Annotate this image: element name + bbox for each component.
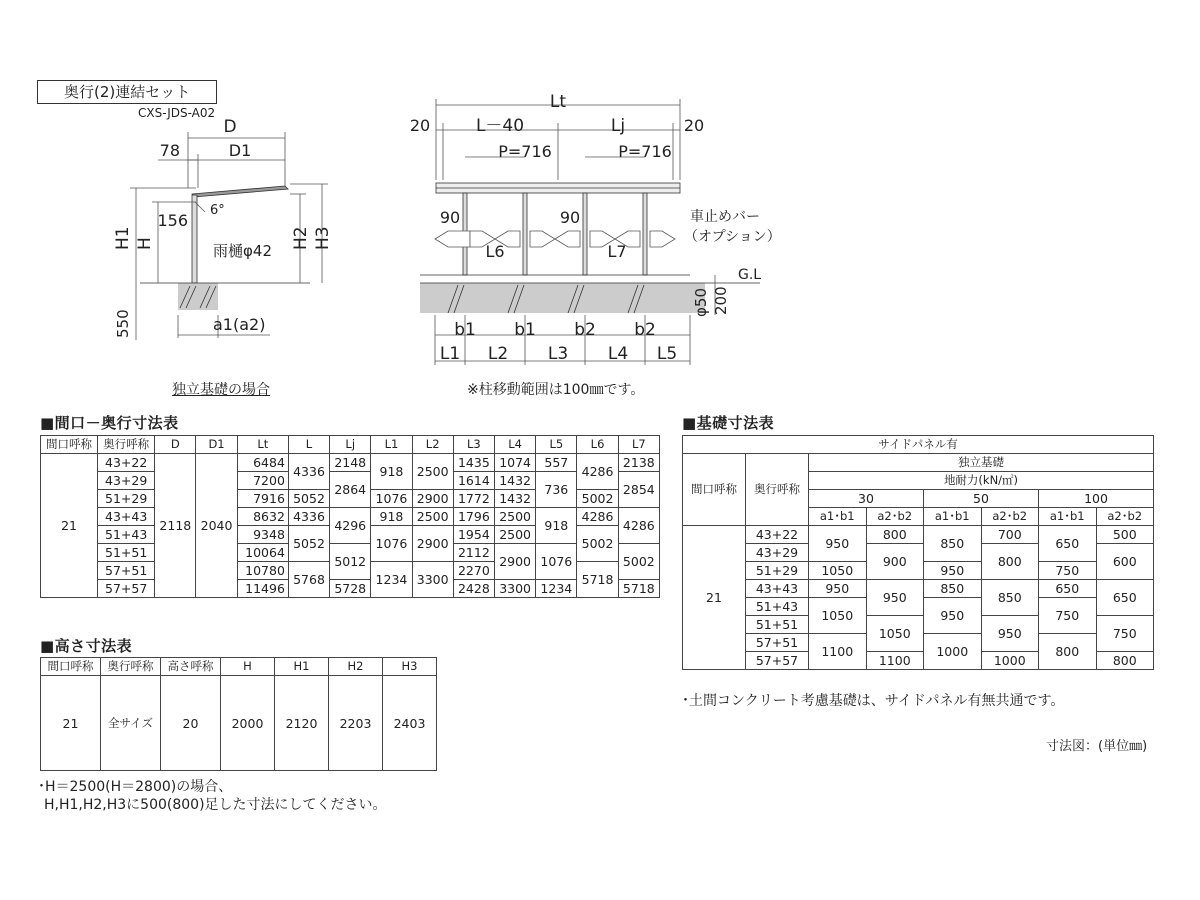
dim-H3: H3 <box>313 226 333 250</box>
dim-200: 200 <box>712 286 730 315</box>
foundation-note: ･土間コンクリート考慮基礎は、サイドパネル有無共通です。 <box>682 693 1065 709</box>
foundation-table <box>682 435 1154 670</box>
dim-b1-b: b1 <box>514 320 536 340</box>
foundation-table-title: ■基礎寸法表 <box>682 414 775 432</box>
cell: 3300 <box>495 580 536 598</box>
cell: 2500 <box>412 508 453 526</box>
cell: 2864 <box>330 472 371 508</box>
dim-H: H <box>135 237 155 250</box>
cell: 51+51 <box>98 544 155 562</box>
cell: 2270 <box>453 562 494 580</box>
cell: 21 <box>41 454 98 598</box>
th: サイドパネル有 <box>683 436 1154 454</box>
front-diagram-caption: ※柱移動範囲は100㎜です。 <box>467 382 645 398</box>
dim-D1: D1 <box>228 141 252 160</box>
cell: 1234 <box>536 580 577 598</box>
gl-label: G.L <box>738 267 762 283</box>
th: L5 <box>536 436 577 454</box>
th: 独立基礎 <box>809 454 1154 472</box>
dim-156: 156 <box>157 211 188 230</box>
cell: 43+29 <box>98 472 155 490</box>
cell: 800 <box>866 526 924 544</box>
cell: 5728 <box>330 580 371 598</box>
dim-L4: L4 <box>607 344 629 364</box>
cell: 850 <box>981 580 1039 616</box>
cell: 950 <box>866 580 924 616</box>
th: 間口呼称 <box>41 436 98 454</box>
cell: 5002 <box>577 526 618 562</box>
cell: 736 <box>536 472 577 508</box>
th: L1 <box>371 436 412 454</box>
dim-Lt: Lt <box>549 92 567 112</box>
unit-note: 寸法図：(単位㎜) <box>1046 739 1148 754</box>
cell: 1772 <box>453 490 494 508</box>
cell: 9348 <box>237 526 288 544</box>
dim-L6: L6 <box>485 242 505 261</box>
dim-L40: L－40 <box>475 116 525 136</box>
cell: 1796 <box>453 508 494 526</box>
cell: 600 <box>1096 544 1154 580</box>
cell: 2428 <box>453 580 494 598</box>
cell: 2854 <box>618 472 659 508</box>
cell: 2900 <box>495 544 536 580</box>
dim-550: 550 <box>114 309 132 338</box>
cell: 1435 <box>453 454 494 472</box>
cell: 1000 <box>924 634 982 670</box>
cell: 10064 <box>237 544 288 562</box>
th: a2･b2 <box>866 508 924 526</box>
cell: 7916 <box>237 490 288 508</box>
cell: 950 <box>981 616 1039 652</box>
cell: 2112 <box>453 544 494 562</box>
cell: 57+51 <box>98 562 155 580</box>
gutter-label: 雨樋φ42 <box>213 242 272 260</box>
stopper-option: （オプション） <box>684 229 781 245</box>
dim-L5: L5 <box>656 344 678 364</box>
cell: 800 <box>1039 634 1097 670</box>
cell: 557 <box>536 454 577 472</box>
cell: 4336 <box>288 508 329 526</box>
height-table <box>40 657 437 771</box>
cell: 43+22 <box>746 526 809 544</box>
cell: 750 <box>1039 562 1097 580</box>
cell: 5718 <box>577 562 618 598</box>
cell: 21 <box>683 526 746 670</box>
cell: 5012 <box>330 544 371 580</box>
th: D <box>155 436 196 454</box>
th: L3 <box>453 436 494 454</box>
dim-b1-a: b1 <box>454 320 476 340</box>
side-diagram-caption: 独立基礎の場合 <box>172 382 270 398</box>
cell: 1000 <box>981 652 1039 670</box>
cell: 800 <box>1096 652 1154 670</box>
cell: 5768 <box>288 562 329 598</box>
th: 奥行呼称 <box>746 454 809 526</box>
dim-H1: H1 <box>113 226 133 250</box>
cell: 2120 <box>275 676 329 771</box>
cell: 5718 <box>618 580 659 598</box>
dim-angle: 6° <box>210 203 225 218</box>
cell: 2500 <box>495 526 536 544</box>
cell: 51+29 <box>98 490 155 508</box>
dim-L7: L7 <box>607 242 627 261</box>
th: 奥行呼称 <box>98 436 155 454</box>
th: 地耐力(kN/㎡) <box>809 472 1154 490</box>
cell: 2000 <box>221 676 275 771</box>
cell: 5052 <box>288 490 329 508</box>
cell: 850 <box>924 526 982 562</box>
th: 100 <box>1039 490 1154 508</box>
cell: 900 <box>866 544 924 580</box>
cell: 51+51 <box>746 616 809 634</box>
cell: 950 <box>924 598 982 634</box>
cell: 950 <box>924 562 982 580</box>
cell: 2138 <box>618 454 659 472</box>
dim-D: D <box>223 117 237 137</box>
th: H3 <box>383 658 437 676</box>
cell: 950 <box>809 580 867 598</box>
cell: 918 <box>371 508 412 526</box>
cell: 700 <box>981 526 1039 544</box>
th: H <box>221 658 275 676</box>
cell: 2500 <box>412 454 453 490</box>
cell: 20 <box>161 676 221 771</box>
cell: 1050 <box>809 562 867 580</box>
cell: 全サイズ <box>101 676 161 771</box>
height-note-1: ･H＝2500(H＝2800)の場合、 <box>38 779 233 795</box>
cell: 2040 <box>196 454 237 598</box>
cell: 1100 <box>809 634 867 670</box>
cell: 1050 <box>866 616 924 652</box>
cell: 4296 <box>330 508 371 544</box>
cell: 51+43 <box>746 598 809 616</box>
cell: 5002 <box>618 544 659 580</box>
cell: 650 <box>1096 580 1154 616</box>
cell: 1100 <box>866 652 924 670</box>
cell: 2203 <box>329 676 383 771</box>
th: L <box>288 436 329 454</box>
th: 高さ呼称 <box>161 658 221 676</box>
th: L7 <box>618 436 659 454</box>
main-table-title: ■間口－奥行寸法表 <box>40 414 179 432</box>
cell: 4286 <box>618 508 659 544</box>
cell: 1076 <box>371 526 412 562</box>
cell: 3300 <box>412 562 453 598</box>
cell: 4286 <box>577 454 618 490</box>
cell: 950 <box>809 526 867 562</box>
dim-phi50: φ50 <box>692 288 710 317</box>
cell: 1050 <box>809 598 867 634</box>
th: a1･b1 <box>924 508 982 526</box>
model-code: CXS-JDS-A02 <box>138 106 216 120</box>
cell: 1432 <box>495 472 536 490</box>
cell: 650 <box>1039 526 1097 562</box>
dim-right-20: 20 <box>683 116 705 135</box>
height-note-2: H,H1,H2,H3に500(800)足した寸法にしてください。 <box>44 797 387 813</box>
th: Lj <box>330 436 371 454</box>
cell: 51+43 <box>98 526 155 544</box>
th: H2 <box>329 658 383 676</box>
cell: 500 <box>1096 526 1154 544</box>
cell: 918 <box>371 454 412 490</box>
cell: 57+57 <box>746 652 809 670</box>
cell: 7200 <box>237 472 288 490</box>
cell: 43+43 <box>98 508 155 526</box>
th: L2 <box>412 436 453 454</box>
dim-H2: H2 <box>291 226 311 250</box>
cell: 43+22 <box>98 454 155 472</box>
dim-P1: P=716 <box>498 142 552 161</box>
dim-P2: P=716 <box>618 142 672 161</box>
dim-L2: L2 <box>487 344 509 364</box>
cell: 43+29 <box>746 544 809 562</box>
cell: 6484 <box>237 454 288 472</box>
dim-90a: 90 <box>439 208 461 227</box>
cell: 1076 <box>371 490 412 508</box>
th: 間口呼称 <box>41 658 101 676</box>
cell: 750 <box>1096 616 1154 652</box>
cell: 2500 <box>495 508 536 526</box>
th: 50 <box>924 490 1039 508</box>
dim-left-20: 20 <box>409 116 431 135</box>
cell: 2900 <box>412 526 453 562</box>
cell: 800 <box>981 544 1039 580</box>
th: a2･b2 <box>981 508 1039 526</box>
dim-a1a2: a1(a2) <box>213 315 266 334</box>
cell: 2148 <box>330 454 371 472</box>
cell: 51+29 <box>746 562 809 580</box>
cell: 57+57 <box>98 580 155 598</box>
side-elevation-diagram <box>100 110 350 350</box>
stopper-label: 車止めバー <box>690 209 760 225</box>
th: 30 <box>809 490 924 508</box>
cell: 2900 <box>412 490 453 508</box>
th: L4 <box>495 436 536 454</box>
cell: 11496 <box>237 580 288 598</box>
th: a2･b2 <box>1096 508 1154 526</box>
dim-Lj: Lj <box>610 116 626 136</box>
th: a1･b1 <box>809 508 867 526</box>
th: 間口呼称 <box>683 454 746 526</box>
dim-b2-a: b2 <box>574 320 596 340</box>
cell: 2403 <box>383 676 437 771</box>
cell: 5002 <box>577 490 618 508</box>
th: Lt <box>237 436 288 454</box>
cell: 10780 <box>237 562 288 580</box>
cell: 5052 <box>288 526 329 562</box>
th: D1 <box>196 436 237 454</box>
dim-L3: L3 <box>547 344 569 364</box>
cell: 8632 <box>237 508 288 526</box>
dim-78: 78 <box>159 141 180 160</box>
dimension-table <box>40 435 660 598</box>
dim-90b: 90 <box>559 208 581 227</box>
cell: 4336 <box>288 454 329 490</box>
dim-L1: L1 <box>439 344 461 364</box>
th: H1 <box>275 658 329 676</box>
th: L6 <box>577 436 618 454</box>
th: a1･b1 <box>1039 508 1097 526</box>
cell: 1614 <box>453 472 494 490</box>
cell: 2118 <box>155 454 196 598</box>
cell: 1234 <box>371 562 412 598</box>
cell: 650 <box>1039 580 1097 598</box>
cell: 57+51 <box>746 634 809 652</box>
cell: 1076 <box>536 544 577 580</box>
cell: 918 <box>536 508 577 544</box>
cell: 1074 <box>495 454 536 472</box>
front-elevation-diagram <box>400 85 781 375</box>
set-label: 奥行(2)連結セット <box>37 80 217 104</box>
cell: 1432 <box>495 490 536 508</box>
th: 奥行呼称 <box>101 658 161 676</box>
cell: 850 <box>924 580 982 598</box>
height-table-title: ■高さ寸法表 <box>40 637 133 655</box>
cell: 750 <box>1039 598 1097 634</box>
cell: 1954 <box>453 526 494 544</box>
cell: 4286 <box>577 508 618 526</box>
cell: 43+43 <box>746 580 809 598</box>
dim-b2-b: b2 <box>634 320 656 340</box>
cell: 21 <box>41 676 101 771</box>
